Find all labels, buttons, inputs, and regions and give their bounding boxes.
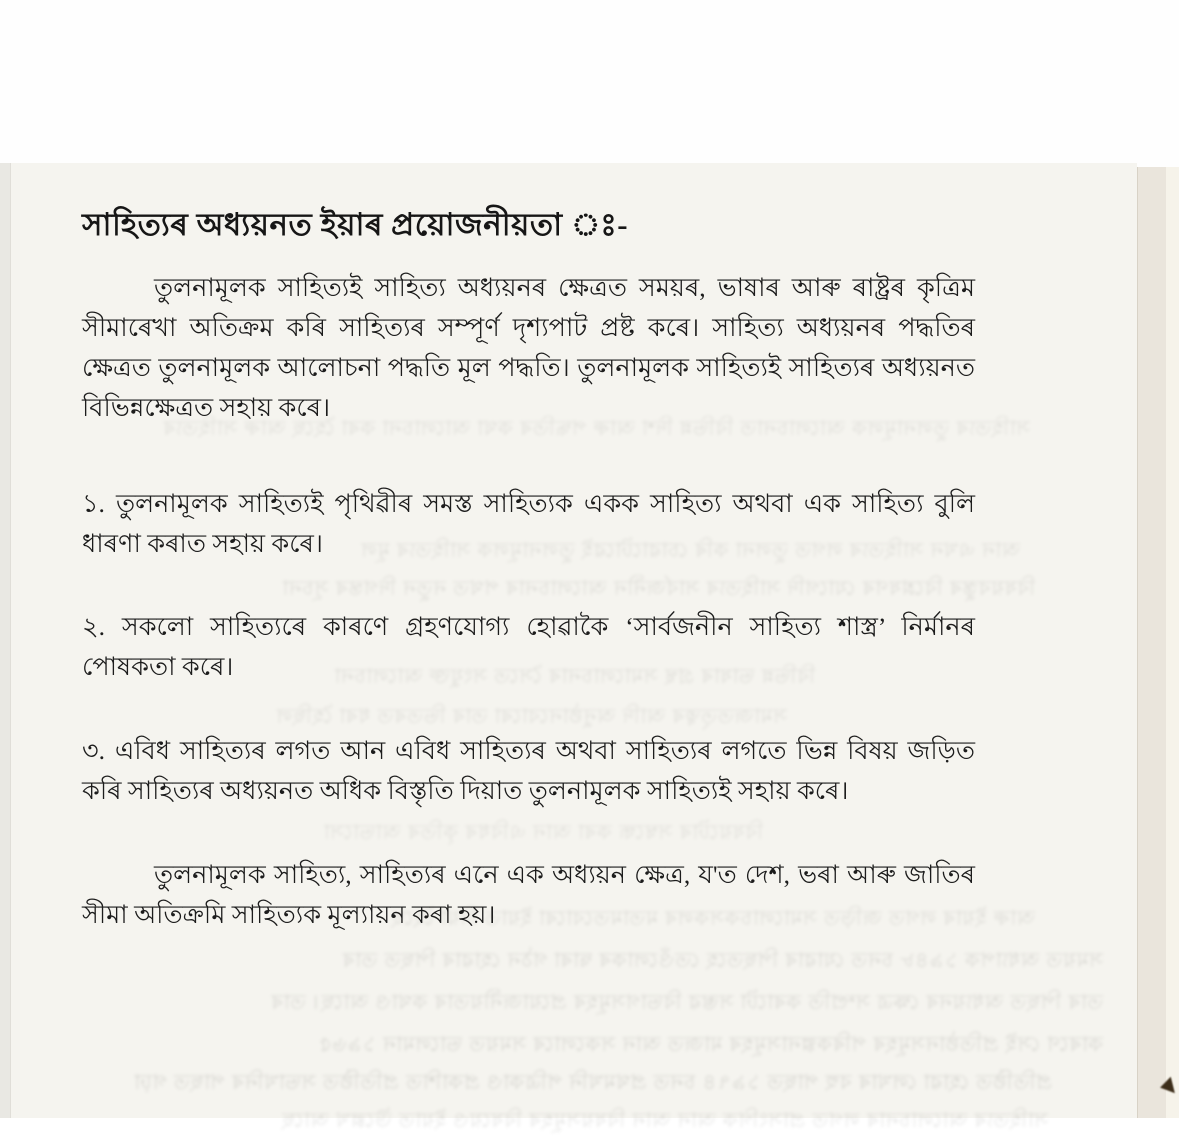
closing-paragraph: তুলনামূলক সাহিত্য, সাহিত্যৰ এনে এক অধ্যয়ন ক্ষেত্ৰ, য'ত দেশ, ভৰা আৰু জাতিৰ সীমা অতিক্ৰমি সাহিত্যক মূল্যায়ন কৰা হয়। <box>82 860 975 929</box>
bleedthrough-line: সাহিত্যৰ তুলনামূলক আলোচনাত বিভিন্ন দিশ আৰু পদ্ধতিৰ কথা আলোচনা কৰা হৈছে আৰু সাহিত্যৰ <box>162 416 1030 440</box>
list-item-2-number: ২. <box>82 612 105 641</box>
intro-paragraph: তুলনামূলক সাহিত্যই সাহিত্য অধ্যয়নৰ ক্ষেত্ৰত সময়ৰ, ভাষাৰ আৰু ৰাষ্ট্ৰৰ কৃত্ৰিম সীমাৰেখা অতিক্ৰম কৰি সাহিত্যৰ সম্পূৰ্ণ দৃশ্যপাট প্ৰষ্ট কৰে। সাহিত্য অধ্যয়নৰ পদ্ধতিৰ ক্ষেত্ৰত তুলনামূলক আলোচনা পদ্ধতি মূল পদ্ধতি। তুলনামূলক সাহিত্যই সাহিত্যৰ অধ্যয়নত বিভিন্নক্ষেত্ৰত সহায় কৰে। <box>82 273 975 422</box>
bleedthrough-line: কাৰণে সেই প্ৰতিষ্ঠানসমূহৰ পৰিকল্পনাসমূহৰ মাজত আন সকলোৰে সময়ত ভালেমান ১৯৬৫ <box>317 1032 1103 1056</box>
bleedthrough-line: প্ৰতিষ্ঠিত হোৱা লেখাৰ বহু পাছত ১৯৭৪ চনত প্ৰথমখনি পত্ৰিকাও প্ৰকাশিত প্ৰতিষ্ঠিত সভাখনিৰ পাছত গঢ়া <box>133 1070 1052 1094</box>
bleedthrough-line: সাহিত্যৰ আলোচনাৰ লগত প্ৰাসংগিক আন আন বিষয়সমূহৰ বিষয়েও ইয়াত উল্লেখ আছে <box>281 1108 1048 1132</box>
list-item-2-text: সকলো সাহিত্যৰে কাৰণে গ্ৰহণযোগ্য হোৱাকৈ ‘সাৰ্বজনীন সাহিত্য শাস্ত্ৰ’ নিৰ্মানৰ পোষকতা কৰে। <box>82 612 976 681</box>
list-item-3 <box>82 731 975 811</box>
list-item-3-text: এবিধ সাহিত্যৰ লগত আন এবিধ সাহিত্যৰ অথবা সাহিত্যৰ লগতে ভিন্ন বিষয় জড়িত কৰি সাহিত্যৰ অধ্যয়নত অধিক বিস্তৃতি দিয়াত তুলনামূলক সাহিত্যই সহায় কৰে। <box>82 736 975 805</box>
bleedthrough-line: বিষয়বস্তুৰ বিশ্লেষণৰ যোগেদি সাহিত্যৰ সাৰ্বজনীন আলোচনাৰ পথত নতুন দিগন্তৰ সূচনা <box>281 576 1035 600</box>
bleedthrough-line: তাৰ পিছত অধ্যয়নৰ ক্ষেত্ৰ সম্প্ৰতি কৰাটো সম্ভৱ বিভাগসমূহৰ প্ৰয়োজনীয়তাৰ কথাও আছে। তাৰ <box>270 990 1103 1014</box>
list-item-1-number: ১. <box>82 489 105 518</box>
list-item-3-number: ৩. <box>82 736 105 765</box>
bleedthrough-line: বিষয়টোৰ সম্বন্ধে কৰা আন এবিধৰ কৃতিৰ আভাসো <box>322 820 763 844</box>
bleedthrough-line: সময়ত অধ্যাপক ১৯৪৮ চনত যোৱাৰ পিছতহে তেওঁলোকৰ দ্বাৰা গঠন হোৱাৰ পিছত তাৰ <box>341 948 1103 972</box>
bleedthrough-line: আৰু ইয়াৰ লগত জড়িত সমালোচকসকলৰ মতামতবোৰো ইয়াত দিয়া হৈছে <box>391 906 1035 930</box>
page-title: সাহিত্যৰ অধ্যয়নত ইয়াৰ প্ৰয়োজনীয়তা ঃ- <box>82 207 629 242</box>
bleedthrough-line: সমাজতত্ত্বৰ আদি অনুষ্ঠানবোৰো তাৰ ভিতৰত ধৰা হৈছিল <box>275 704 787 728</box>
bleedthrough-line: বিভিন্ন ভাষাৰ গ্ৰন্থ সমালোচনাৰ সৈতে সংযুক্ত আলোচনা <box>333 664 815 688</box>
list-item-2 <box>82 607 975 687</box>
bleedthrough-line: আন এখন সাহিত্যৰ লগত তুলনা কৰি চোৱাটোৱেই তুলনামূলক সাহিত্যৰ মূল <box>360 538 1020 562</box>
list-item-1-text: তুলনামূলক সাহিত্যই পৃথিৱীৰ সমস্ত সাহিত্যক একক সাহিত্য অথবা এক সাহিত্য বুলি ধাৰণা কৰাত সহায় কৰে। <box>82 489 975 558</box>
list-item-1 <box>82 484 975 564</box>
